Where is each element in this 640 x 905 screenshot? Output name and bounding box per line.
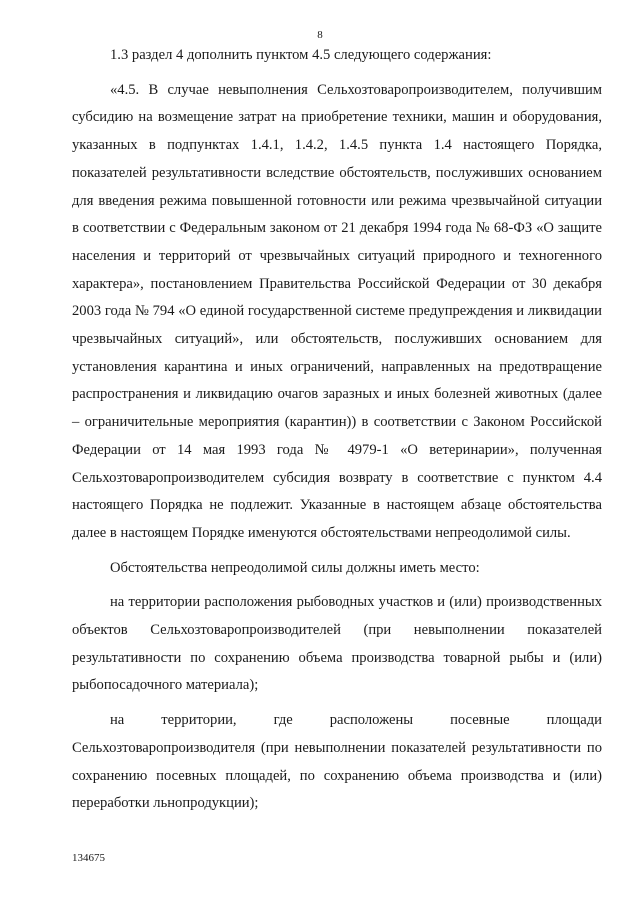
- document-body: [72, 42, 602, 818]
- document-code: 134675: [72, 852, 105, 864]
- page-number: 8: [317, 29, 323, 41]
- paragraph-clause-4-5: «4.5. В случае невыполнения Сельхозтоваропроизводителем, получившим субсидию на возмещение затрат на приобретение техники, машин и оборудования, указанных в подпунктах 1.4.1, 1.4.2, 1.4.5 пункта 1.4 настоящего Порядка, показателей результативности вследствие обстоятельств, послуживших основанием для введения режима повышенной готовности или режима чрезвычайной ситуации в соответствии с Федеральным законом от 21 декабря 1994 года № 68-ФЗ «О защите населения и территорий от чрезвычайных ситуаций природного и техногенного характера», постановлением Правительства Российской Федерации от 30 декабря 2003 года № 794 «О единой государственной системе предупреждения и ликвидации чрезвычайных ситуаций», или обстоятельств, послуживших основанием для установления карантина и иных ограничений, направленных на предотвращение распространения и ликвидацию очагов заразных и иных болезней животных (далее – ограничительные мероприятия (карантин)) в соответствии с Законом Российской Федерации от 14 мая 1993 года № 4979-1 «О ветеринарии», полученная Сельхозтоваропроизводителем субсидия возврату в соответствие с пунктом 4.4 настоящего Порядка не подлежит. Указанные в настоящем абзаце обстоятельства далее в настоящем Порядке именуются обстоятельствами непреодолимой силы.: [72, 81, 602, 541]
- paragraph-amendment-intro: 1.3 раздел 4 дополнить пунктом 4.5 следующего содержания:: [110, 47, 492, 63]
- paragraph-fish-farming: на территории расположения рыбоводных участков и (или) производственных объектов Сельхозтоваропроизводителей (при невыполнении показателей результативности по сохранению объема производства товарной рыбы и (или) рыбопосадочного материала);: [72, 594, 602, 694]
- paragraph-crop-areas: на территории, где расположены посевные площади Сельхозтоваропроизводителя (при невыполнении показателей результативности по сохранению посевных площадей, по сохранению объема производства и (или) переработки льнопродукции);: [72, 712, 602, 812]
- paragraph-force-majeure-intro: Обстоятельства непреодолимой силы должны иметь место:: [110, 559, 480, 576]
